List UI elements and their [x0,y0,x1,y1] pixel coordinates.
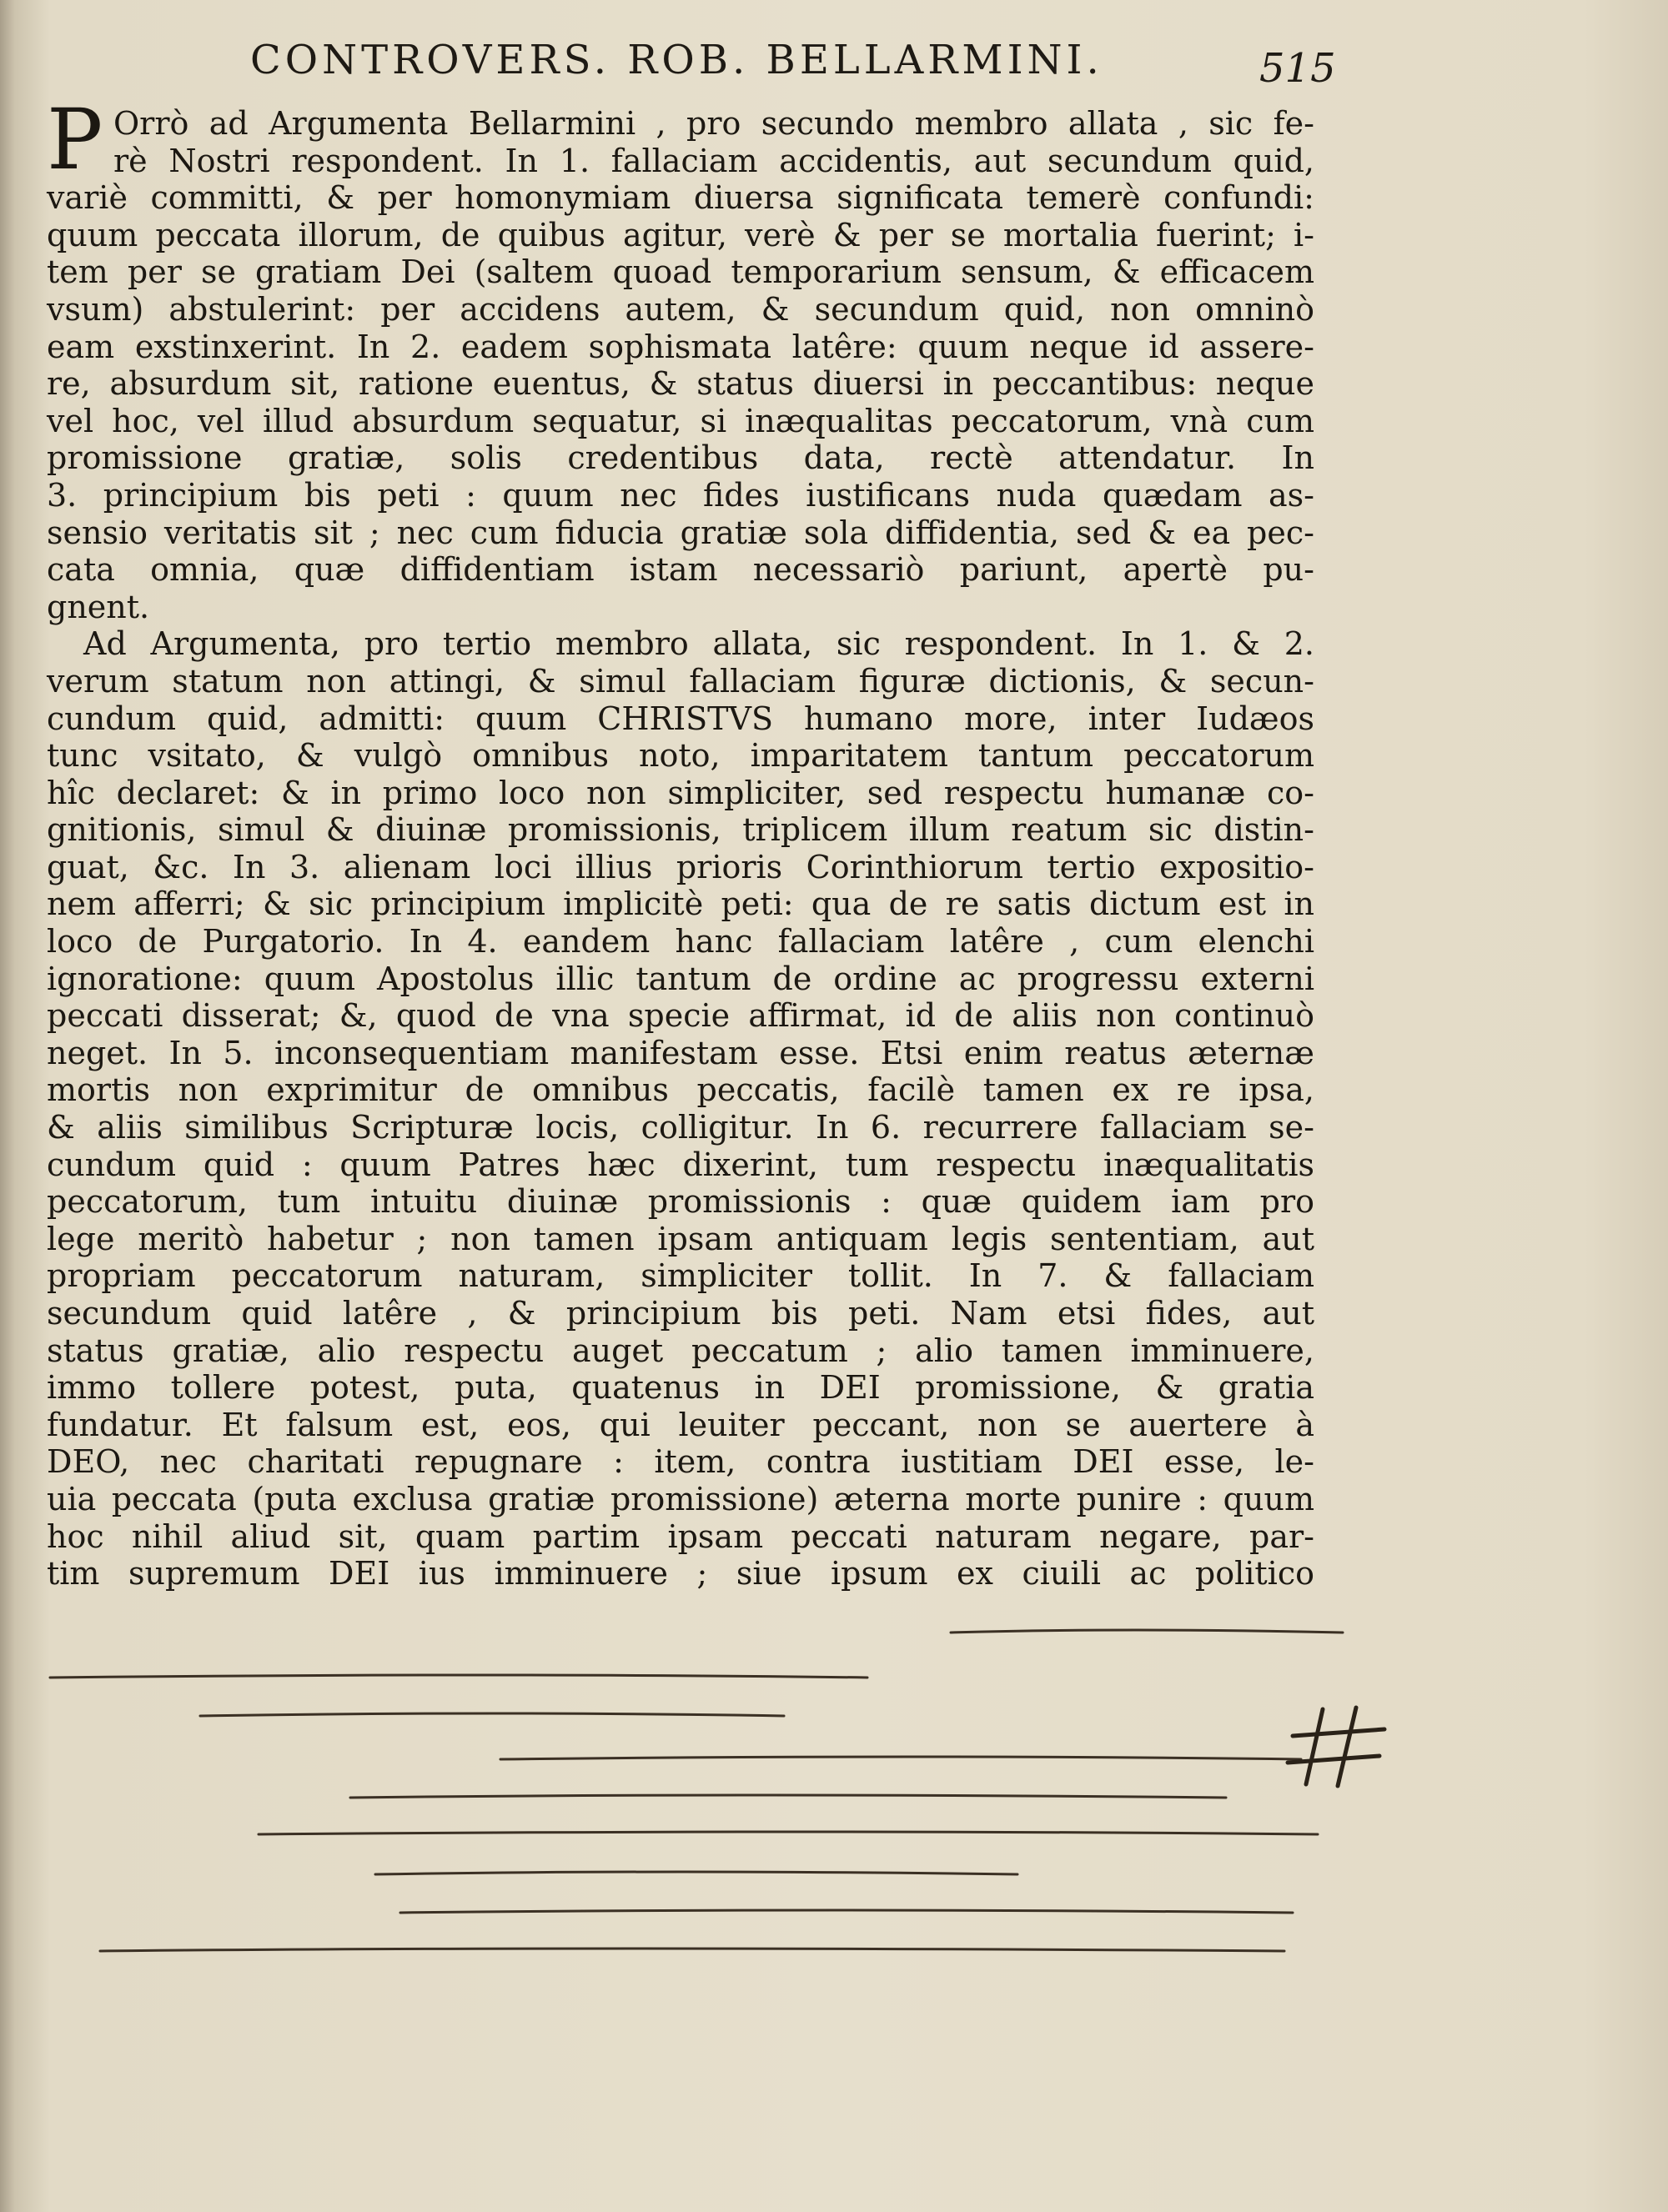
text-line: loco de Purgatorio. In 4. eandem hanc fallaciam latêre , cum elenchi [47,923,1314,961]
text-line: cundum quid : quum Patres hæc dixerint, tum respectu inæqualitatis [47,1146,1314,1183]
text-line: vel hoc, vel illud absurdum sequatur, si inæqualitas peccatorum, vnà cum [47,402,1314,439]
text-line: nem afferri; & sic principium implicitè peti: qua de re satis dictum est in [47,885,1314,923]
running-head: CONTROVERS. ROB. BELLARMINI. [250,37,1103,83]
text-line: quum peccata illorum, de quibus agitur, verè & per se mortalia fuerint; i- [47,216,1314,253]
underline-3 [200,1713,784,1716]
text-line: immo tollere potest, puta, quatenus in DEI promissione, & gratia [47,1369,1314,1407]
text-line: cundum quid, admitti: quum CHRISTVS humano more, inter Iudæos [47,700,1314,737]
text-line: gnitionis, simul & diuinæ promissionis, triplicem illum reatum sic distin- [47,811,1314,849]
text-line: propriam peccatorum naturam, simpliciter tollit. In 7. & fallaciam [47,1257,1314,1295]
text-line: verum statum non attingi, & simul fallaciam figuræ dictionis, & secun- [47,662,1314,700]
text-line: tem per se gratiam Dei (saltem quoad temporarium sensum, & efficacem [47,253,1314,291]
text-line: promissione gratiæ, solis credentibus data, rectè attendatur. In [47,439,1314,477]
text-line: neget. In 5. inconsequentiam manifestam esse. Etsi enim reatus æternæ [47,1034,1314,1071]
text-line: vsum) abstulerint: per accidens autem, & secundum quid, non omninò [47,290,1314,328]
text-line: ignoratione: quum Apostolus illic tantum de ordine ac progressu externi [47,960,1314,997]
text-line: lege meritò habetur ; non tamen ipsam antiquam legis sententiam, aut [47,1220,1314,1257]
text-line: variè committi, & per homonymiam diuersa significata temerè confundi: [47,179,1314,217]
text-line: Orrò ad Argumenta Bellarmini , pro secundo membro allata , sic fe- [113,105,1314,142]
text-line: mortis non exprimitur de omnibus peccatis, facilè tamen ex re ipsa, [47,1071,1314,1109]
text-line: peccati disserat; &, quod de vna specie affirmat, id de aliis non continuò [47,997,1314,1035]
text-line: hoc nihil aliud sit, quam partim ipsam peccati naturam negare, par- [47,1517,1314,1555]
text-line: guat, &c. In 3. alienam loci illius prioris Corinthiorum tertio expositio- [47,848,1314,885]
drop-cap: P [47,91,103,188]
body-text [47,105,1314,1593]
text-line: uia peccata (puta exclusa gratiæ promissione) æterna morte punire : quum [47,1480,1314,1517]
text-line: gnent. [47,588,150,625]
marginal-hash-mark [1288,1708,1384,1786]
underline-2 [50,1675,867,1678]
page-number: 515 [1259,45,1336,92]
underline-9 [100,1949,1284,1951]
text-line: eam exstinxerint. In 2. eadem sophismata latêre: quum neque id assere- [47,328,1314,365]
underline-1 [951,1630,1343,1633]
underline-5 [350,1795,1226,1798]
underline-6 [259,1832,1318,1834]
text-line: tim supremum DEI ius imminuere ; siue ipsum ex ciuili ac politico [47,1555,1314,1593]
text-line: rè Nostri respondent. In 1. fallaciam accidentis, aut secundum quid, [113,142,1314,179]
underline-4 [500,1757,1301,1759]
text-line: re, absurdum sit, ratione euentus, & status diuersi in peccantibus: neque [47,365,1314,403]
text-line: Ad Argumenta, pro tertio membro allata, sic respondent. In 1. & 2. [83,625,1314,663]
text-line: peccatorum, tum intuitu diuinæ promissionis : quæ quidem iam pro [47,1183,1314,1221]
text-line: cata omnia, quæ diffidentiam istam necessariò pariunt, apertè pu- [47,551,1314,589]
text-line: 3. principium bis peti : quum nec fides iustificans nuda quædam as- [47,476,1314,514]
text-line: status gratiæ, alio respectu auget peccatum ; alio tamen imminuere, [47,1332,1314,1369]
text-line: & aliis similibus Scripturæ locis, colligitur. In 6. recurrere fallaciam se- [47,1109,1314,1146]
text-line: secundum quid latêre , & principium bis peti. Nam etsi fides, aut [47,1295,1314,1332]
text-line: tunc vsitato, & vulgò omnibus noto, imparitatem tantum peccatorum [47,737,1314,775]
text-line: fundatur. Et falsum est, eos, qui leuiter peccant, non se auertere à [47,1406,1314,1443]
text-line: sensio veritatis sit ; nec cum fiducia gratiæ sola diffidentia, sed & ea pec- [47,514,1314,551]
text-line: DEO, nec charitati repugnare : item, contra iustitiam DEI esse, le- [47,1443,1314,1481]
text-line: hîc declaret: & in primo loco non simpliciter, sed respectu humanæ co- [47,774,1314,811]
underline-7 [375,1872,1017,1874]
underline-8 [400,1910,1293,1913]
